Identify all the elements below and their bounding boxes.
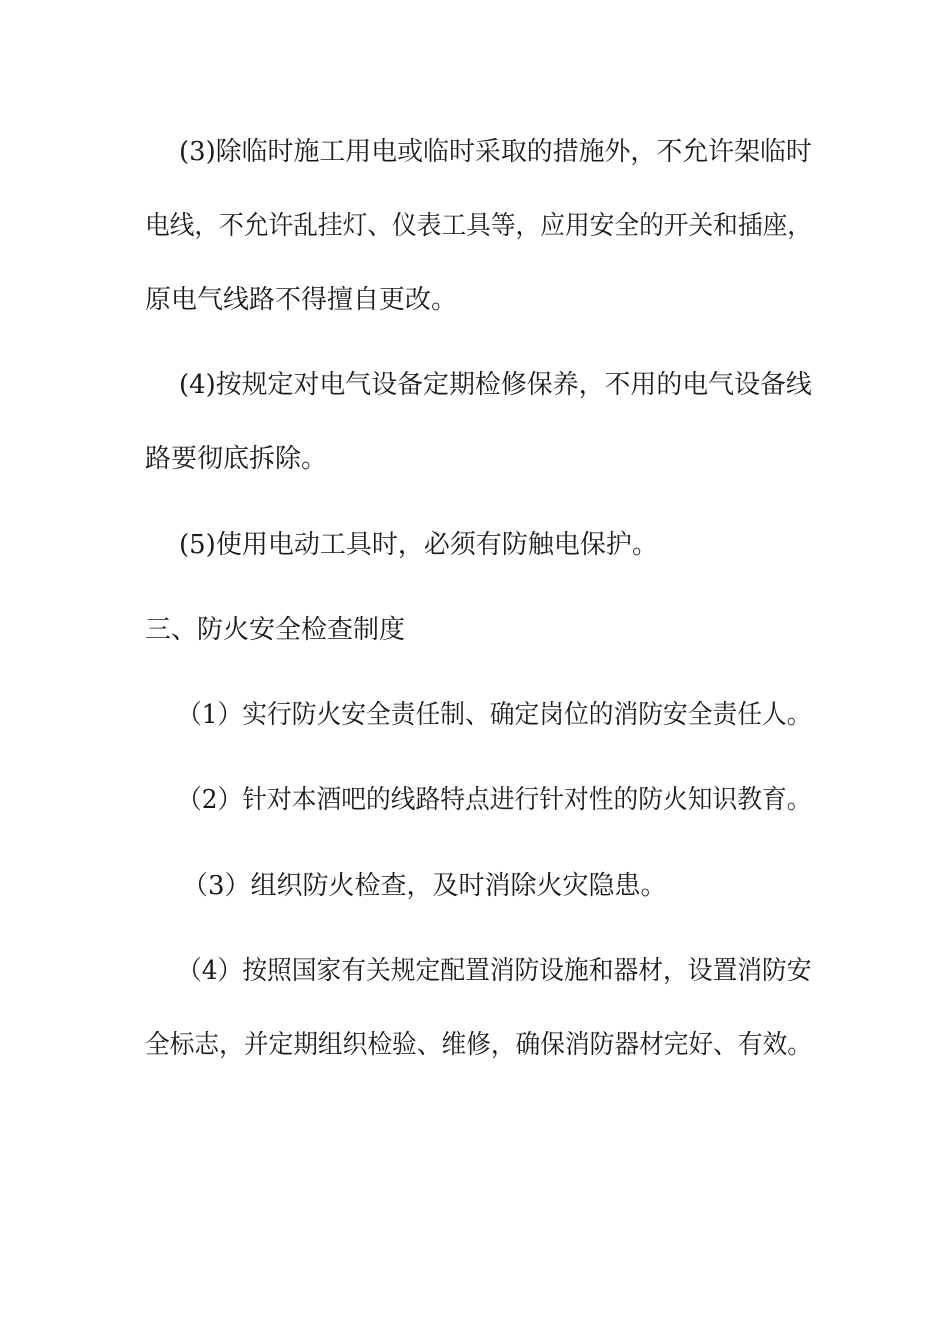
fire-item-1: （1）实行防火安全责任制、确定岗位的消防安全责任人。 [177, 700, 812, 730]
fire-item-3: （3）组织防火检查，及时消除火灾隐患。 [182, 871, 667, 901]
para-4-line-1: (4)按规定对电气设备定期检修保养，不用的电气设备线 [179, 370, 812, 400]
para-5-line-1: (5)使用电动工具时，必须有防触电保护。 [179, 530, 658, 560]
fire-item-4-line-2: 全标志，并定期组织检验、维修，确保消防器材完好、有效。 [145, 1030, 813, 1060]
section-heading: 三、防火安全检查制度 [145, 615, 406, 645]
para-3-line-2: 电线，不允许乱挂灯、仪表工具等，应用安全的开关和插座， [145, 211, 813, 241]
fire-item-4-line-1: （4）按照国家有关规定配置消防设施和器材，设置消防安 [177, 956, 812, 986]
para-4-line-2: 路要彻底拆除。 [145, 444, 328, 474]
fire-item-2: （2）针对本酒吧的线路特点进行针对性的防火知识教育。 [177, 785, 812, 815]
para-3-line-3: 原电气线路不得擅自更改。 [145, 285, 458, 315]
para-3-line-1: (3)除临时施工用电或临时采取的措施外，不允许架临时 [179, 137, 812, 167]
